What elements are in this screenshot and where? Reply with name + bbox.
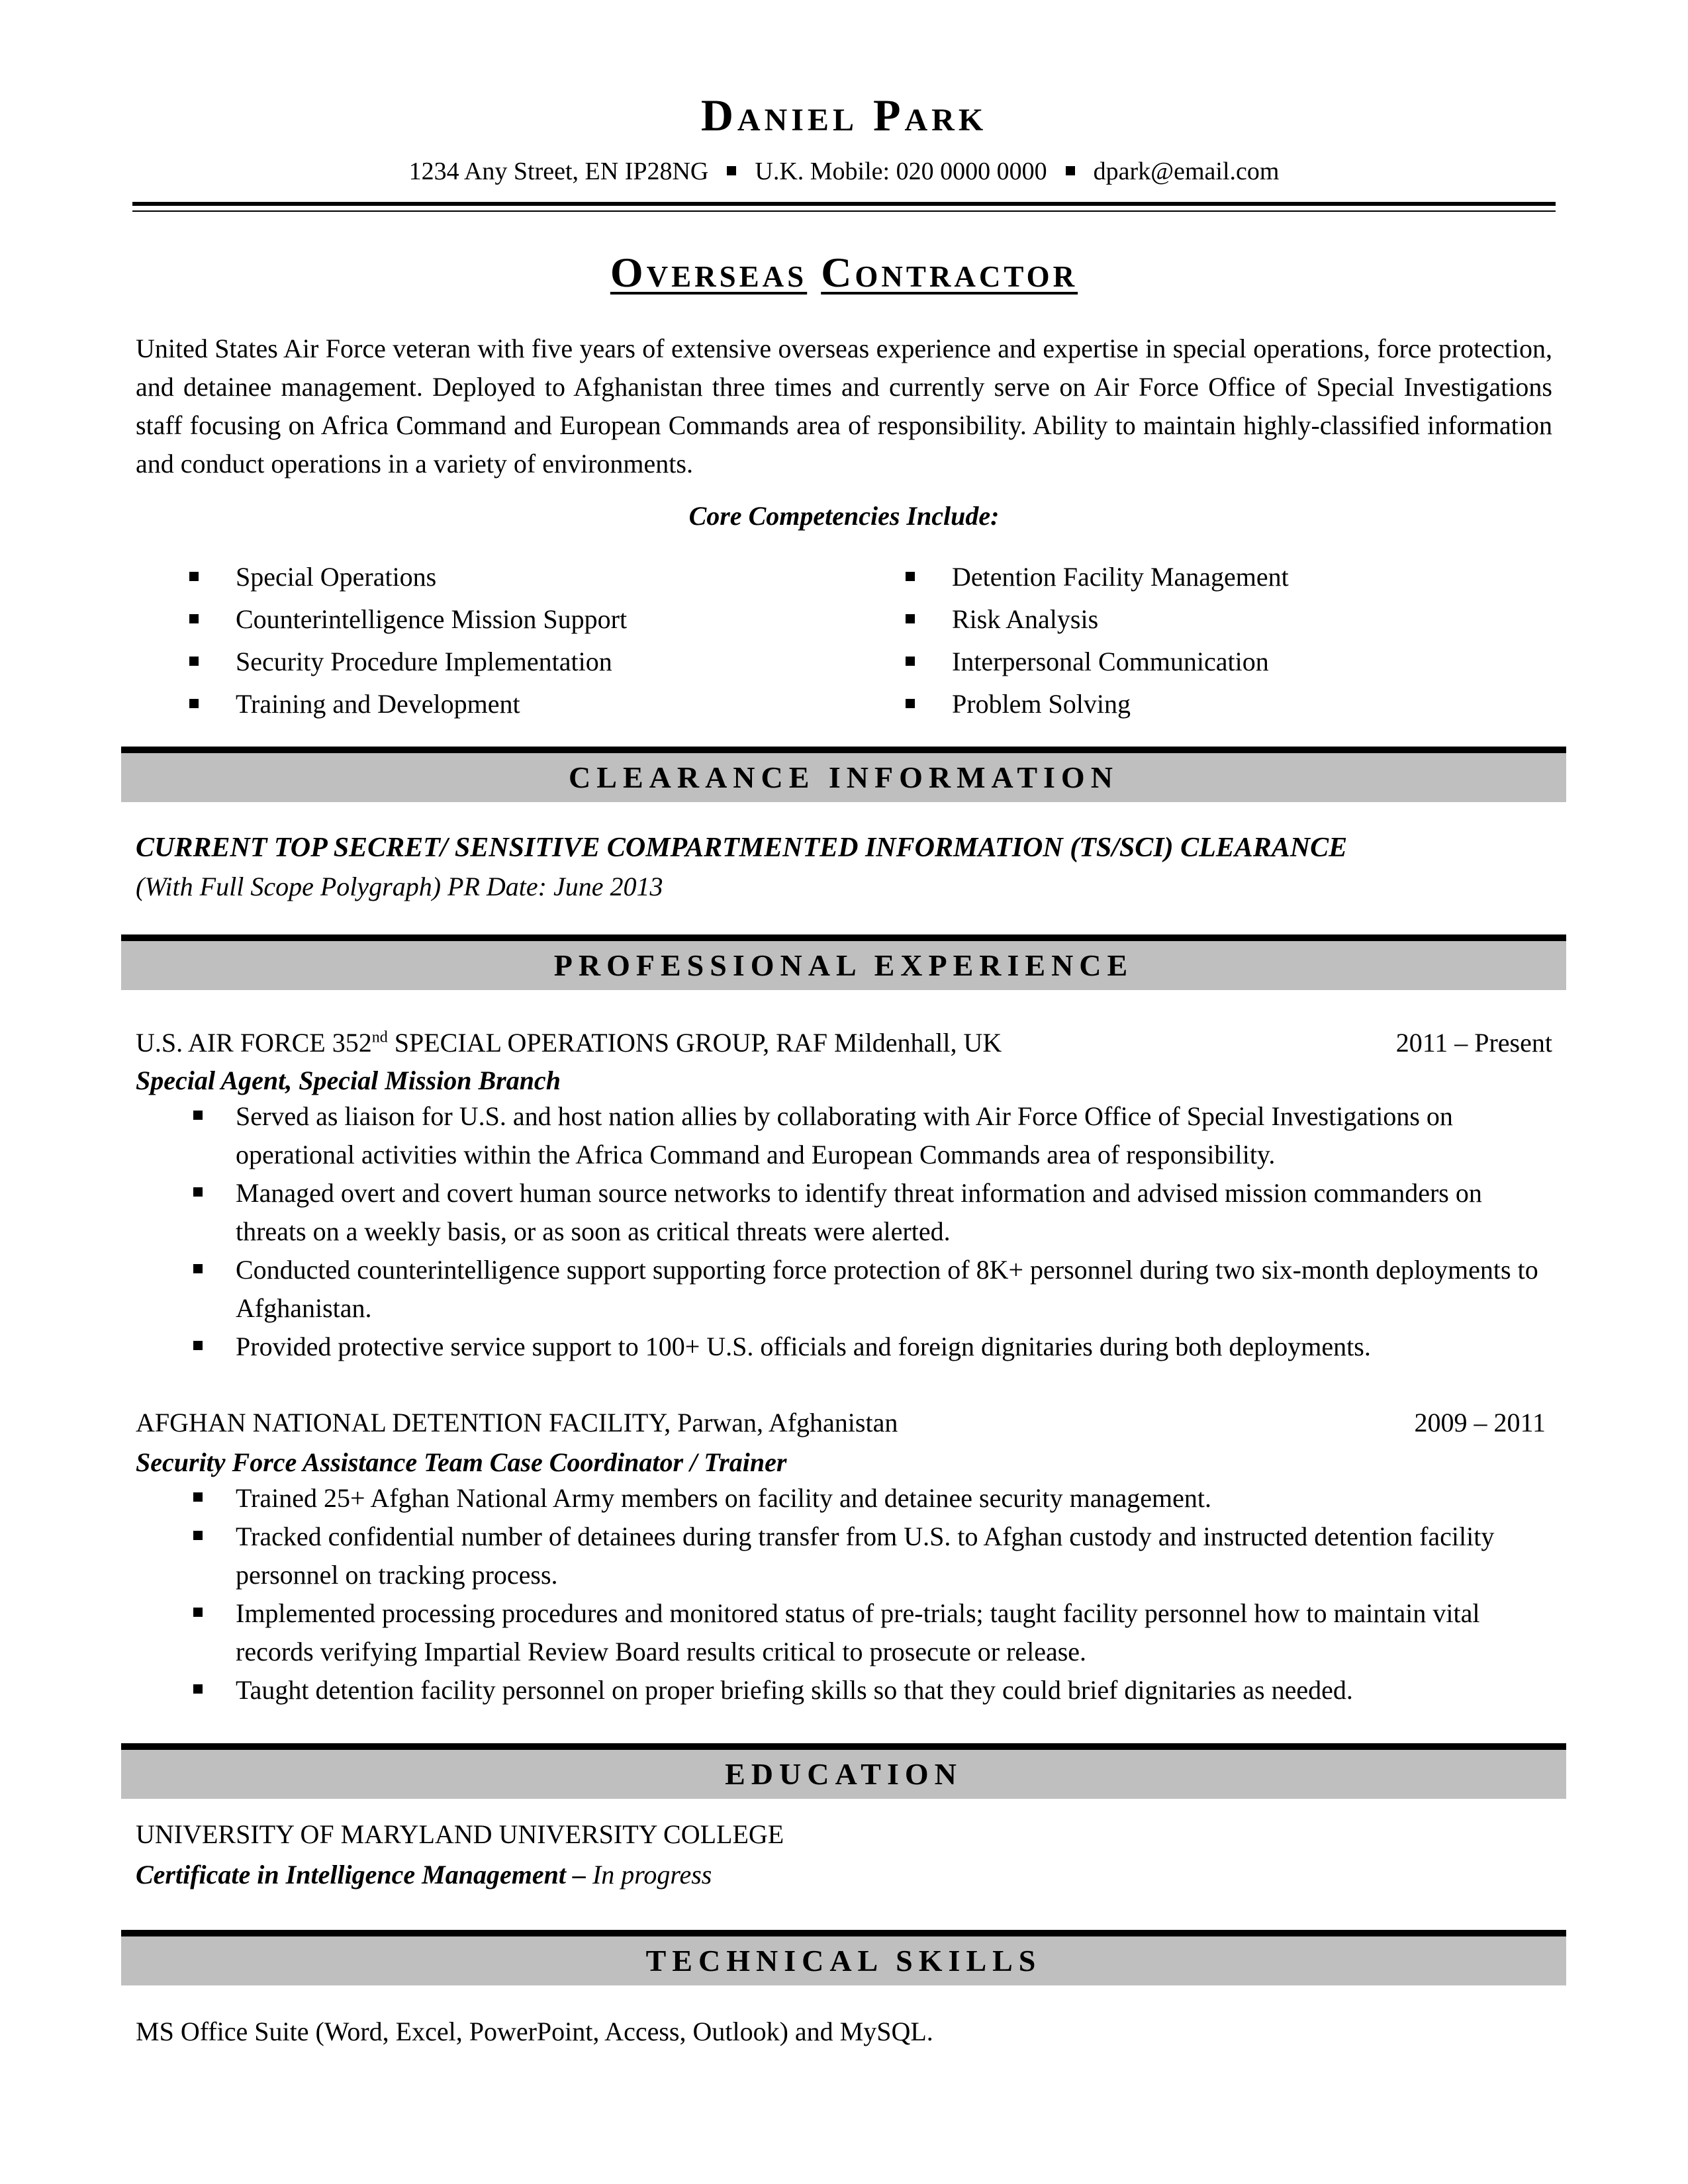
square-bullet-icon bbox=[193, 1264, 203, 1273]
email: dpark@email.com bbox=[1093, 158, 1280, 185]
list-item: Served as liaison for U.S. and host nation allies by collaborating with Air Force Office of Special Investigations on operational activities within the Africa Command and European Commands area of responsibility. bbox=[236, 1097, 1553, 1174]
job-title: Security Force Assistance Team Case Coordinator / Trainer bbox=[136, 1447, 787, 1477]
list-item: Interpersonal Communication bbox=[952, 641, 1289, 683]
list-item: Counterintelligence Mission Support bbox=[236, 598, 627, 641]
square-bullet-icon bbox=[906, 572, 915, 581]
square-bullet-icon bbox=[727, 166, 736, 175]
clearance-detail: (With Full Scope Polygraph) PR Date: June 2013 bbox=[136, 872, 663, 901]
job-heading bbox=[136, 1030, 1552, 1056]
competencies-right-list bbox=[952, 556, 1289, 725]
clearance-level: CURRENT TOP SECRET/ SENSITIVE COMPARTMENTED INFORMATION (TS/SCI) CLEARANCE bbox=[136, 833, 1348, 863]
target-title-word1: Overseas bbox=[610, 249, 808, 296]
job-dates: 2011 – Present bbox=[1395, 1028, 1552, 1058]
square-bullet-icon bbox=[906, 699, 915, 708]
list-item: Detention Facility Management bbox=[952, 556, 1289, 598]
competencies-heading: Core Competencies Include: bbox=[688, 501, 1000, 531]
section-title: TECHNICAL SKILLS bbox=[645, 1944, 1042, 1978]
section-title: PROFESSIONAL EXPERIENCE bbox=[553, 948, 1134, 982]
section-title: CLEARANCE INFORMATION bbox=[569, 760, 1119, 794]
education-status: In progress bbox=[592, 1860, 712, 1889]
address: 1234 Any Street, EN IP28NG bbox=[408, 158, 709, 185]
square-bullet-icon bbox=[193, 1341, 203, 1350]
job-bullets bbox=[236, 1479, 1553, 1709]
square-bullet-icon bbox=[193, 1492, 203, 1502]
header-rule-thick bbox=[132, 202, 1556, 206]
candidate-name: Daniel Park bbox=[700, 90, 988, 140]
target-title-word2: Contractor bbox=[821, 249, 1078, 296]
education-school: UNIVERSITY OF MARYLAND UNIVERSITY COLLEGE bbox=[136, 1819, 784, 1849]
section-header-education bbox=[121, 1743, 1566, 1799]
target-title bbox=[0, 251, 1688, 294]
phone: U.K. Mobile: 020 0000 0000 bbox=[755, 158, 1047, 185]
square-bullet-icon bbox=[189, 614, 199, 623]
square-bullet-icon bbox=[193, 1111, 203, 1120]
square-bullet-icon bbox=[1066, 166, 1075, 175]
section-header-skills bbox=[121, 1930, 1566, 1985]
header-rule-thin bbox=[132, 210, 1556, 212]
education-degree: Certificate in Intelligence Management – In progress bbox=[136, 1860, 712, 1889]
job-title: Special Agent, Special Mission Branch bbox=[136, 1066, 561, 1095]
competencies-left-list bbox=[236, 556, 627, 725]
job-dates: 2009 – 2011 bbox=[1414, 1408, 1546, 1437]
square-bullet-icon bbox=[189, 657, 199, 666]
list-item: Taught detention facility personnel on proper briefing skills so that they could brief dignitaries as needed. bbox=[236, 1671, 1553, 1709]
square-bullet-icon bbox=[193, 1608, 203, 1617]
list-item: Conducted counterintelligence support supporting force protection of 8K+ personnel during two six-month deployments to Afghanistan. bbox=[236, 1251, 1553, 1328]
job-bullets bbox=[236, 1097, 1553, 1366]
job-heading bbox=[136, 1410, 1546, 1436]
technical-skills: MS Office Suite (Word, Excel, PowerPoint, Access, Outlook) and MySQL. bbox=[136, 2017, 933, 2046]
list-item: Implemented processing procedures and monitored status of pre-trials; taught facility personnel how to maintain vital records verifying Impartial Review Board results critical to prosecute or release. bbox=[236, 1594, 1553, 1671]
list-item: Provided protective service support to 100+ U.S. officials and foreign dignitaries during both deployments. bbox=[236, 1328, 1553, 1366]
contact-line bbox=[0, 159, 1688, 184]
section-header-clearance bbox=[121, 747, 1566, 802]
square-bullet-icon bbox=[906, 614, 915, 623]
job-organization: AFGHAN NATIONAL DETENTION FACILITY, Parwan, Afghanistan bbox=[136, 1408, 898, 1437]
section-header-experience bbox=[121, 934, 1566, 990]
list-item: Risk Analysis bbox=[952, 598, 1289, 641]
square-bullet-icon bbox=[193, 1531, 203, 1540]
summary-paragraph: United States Air Force veteran with five years of extensive overseas experience and expertise in special operations, force protection, and detainee management. Deployed to Afghanistan three times and currently serve on Air Force Office of Special Investigations staff focusing on Africa Command and European Commands area of responsibility. Ability to maintain highly-classified information and conduct operations in a variety of environments. bbox=[136, 334, 1552, 478]
square-bullet-icon bbox=[193, 1187, 203, 1197]
section-title: EDUCATION bbox=[725, 1757, 962, 1791]
list-item: Problem Solving bbox=[952, 683, 1289, 725]
square-bullet-icon bbox=[193, 1684, 203, 1694]
list-item: Tracked confidential number of detainees during transfer from U.S. to Afghan custody and instructed detention facility personnel on tracking process. bbox=[236, 1518, 1553, 1594]
list-item: Special Operations bbox=[236, 556, 627, 598]
list-item: Managed overt and covert human source networks to identify threat information and advised mission commanders on threats on a weekly basis, or as soon as critical threats were alerted. bbox=[236, 1174, 1553, 1251]
list-item: Security Procedure Implementation bbox=[236, 641, 627, 683]
square-bullet-icon bbox=[189, 572, 199, 581]
list-item: Training and Development bbox=[236, 683, 627, 725]
square-bullet-icon bbox=[189, 699, 199, 708]
list-item: Trained 25+ Afghan National Army members on facility and detainee security management. bbox=[236, 1479, 1553, 1518]
job-organization: U.S. AIR FORCE 352nd SPECIAL OPERATIONS GROUP, RAF Mildenhall, UK bbox=[136, 1028, 1002, 1058]
square-bullet-icon bbox=[906, 657, 915, 666]
